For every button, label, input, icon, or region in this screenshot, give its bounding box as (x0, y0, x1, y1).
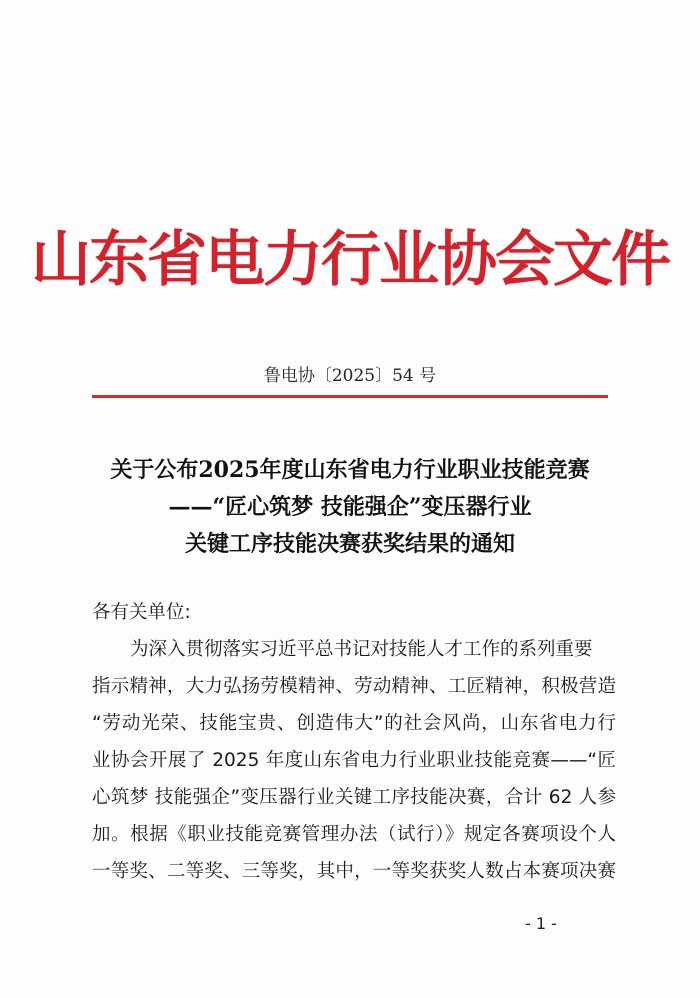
body-line: 为深入贯彻落实习近平总书记对技能人才工作的系列重要 (130, 639, 593, 660)
body-text (92, 594, 616, 890)
body-line: 指示精神，大力弘扬劳模精神、劳动精神、工匠精神，积极营造 (92, 676, 616, 697)
body-line: 加。根据《职业技能竞赛管理办法（试行）》规定各赛项设个人 (92, 824, 616, 845)
title-line: 关键工序技能决赛获奖结果的通知 (184, 531, 515, 557)
title-line: ——“匠心筑梦 技能强企”变压器行业 (168, 494, 532, 520)
body-line: 心筑梦 技能强企”变压器行业关键工序技能决赛，合计 62 人参 (92, 787, 616, 808)
body-line: “劳动光荣、技能宝贵、创造伟大”的社会风尚，山东省电力行 (92, 713, 616, 734)
notice-title (0, 452, 700, 563)
salutation: 各有关单位: (92, 602, 191, 623)
document-number: 鲁电协〔2025〕54 号 (263, 366, 437, 386)
body-line: 一等奖、二等奖、三等奖，其中，一等奖获奖人数占本赛项决赛 (92, 861, 616, 882)
red-divider-line (92, 395, 608, 398)
title-line: 关于公布2025年度山东省电力行业职业技能竞赛 (110, 457, 590, 483)
body-line: 业协会开展了 2025 年度山东省电力行业职业技能竞赛——“匠 (92, 750, 616, 771)
org-red-header: 山东省电力行业协会文件 (31, 225, 669, 295)
page-number: - 1 - (525, 914, 557, 933)
